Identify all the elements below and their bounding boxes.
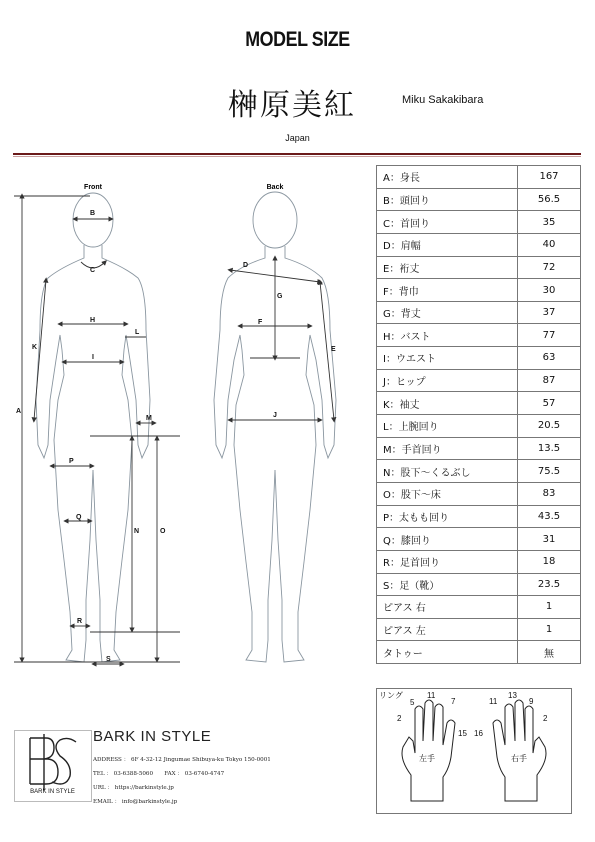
measurement-row (377, 505, 581, 528)
measurement-row (377, 211, 581, 234)
measurement-label: E：裄丈 (377, 256, 518, 279)
brand-address: ADDRESS ： 6F 4-32-12 Jingumae Shibuya-ku Tokyo 150-0001 (93, 757, 271, 763)
back-figure-label: Back (266, 184, 284, 191)
brand-tel-fax: TEL ： 03-6388-5060 FAX ： 03-6740-4747 (93, 771, 225, 777)
header-divider-shadow (13, 156, 581, 157)
measurement-row (377, 279, 581, 302)
measurement-row (377, 166, 581, 189)
ring-left-index: 7 (451, 697, 456, 706)
measure-letter-l: L (135, 329, 140, 336)
measure-letter-b: B (90, 210, 96, 217)
measurement-value: 167 (518, 166, 581, 189)
measurement-label: D：肩幅 (377, 233, 518, 256)
measurement-value: 30 (518, 279, 581, 302)
measurement-value: 56.5 (518, 188, 581, 211)
measurement-label: L：上腕回り (377, 415, 518, 438)
measurement-row (377, 641, 581, 664)
measurement-row (377, 596, 581, 619)
measurement-label: N：股下〜くるぶし (377, 460, 518, 483)
measurement-label: J：ヒップ (377, 369, 518, 392)
right-hand-label: 右手 (511, 754, 527, 763)
bark-in-style-logo (24, 734, 80, 794)
measure-letter-i: I (92, 354, 94, 361)
measurement-value: 1 (518, 596, 581, 619)
measurement-label: G：背丈 (377, 301, 518, 324)
measurement-row (377, 573, 581, 596)
model-name-japanese: 榊原美紅 (228, 88, 356, 123)
measurement-label: B：頭回り (377, 188, 518, 211)
measurement-value: 72 (518, 256, 581, 279)
measure-letter-a: A (16, 408, 22, 415)
measurement-label: Q：膝回り (377, 528, 518, 551)
measure-letter-j: J (273, 412, 277, 419)
left-hand-outline (402, 700, 455, 801)
front-figure-label: Front (84, 184, 102, 191)
measurement-value: 87 (518, 369, 581, 392)
measurement-row (377, 188, 581, 211)
front-measure-lines (14, 196, 180, 664)
measurement-row (377, 369, 581, 392)
measurement-row (377, 347, 581, 370)
left-hand-label: 左手 (419, 754, 435, 763)
measurement-value: 18 (518, 550, 581, 573)
ring-right-index: 11 (489, 697, 498, 706)
measurement-row (377, 437, 581, 460)
measurement-label: A：身長 (377, 166, 518, 189)
back-measure-lines (230, 258, 334, 420)
measurements-table (376, 165, 581, 664)
measurement-row (377, 415, 581, 438)
measure-letter-d: D (243, 262, 249, 269)
measurement-value: 1 (518, 618, 581, 641)
measurement-value: 63 (518, 347, 581, 370)
measurement-row (377, 301, 581, 324)
ring-size-panel (376, 688, 572, 814)
measurement-label: C：首回り (377, 211, 518, 234)
measurement-value: 13.5 (518, 437, 581, 460)
body-diagram (0, 170, 370, 670)
measurement-row (377, 460, 581, 483)
ring-left-ring: 5 (410, 698, 415, 707)
measurement-label: P：太もも回り (377, 505, 518, 528)
measure-letter-g: G (277, 293, 283, 300)
measurement-row (377, 528, 581, 551)
right-hand-outline (493, 700, 546, 801)
measurement-value: 20.5 (518, 415, 581, 438)
measurement-label: ピアス 左 (377, 618, 518, 641)
measurement-row (377, 482, 581, 505)
measurement-value: 37 (518, 301, 581, 324)
model-country: Japan (285, 133, 310, 143)
measure-letter-k: K (32, 344, 38, 351)
measurement-label: F：背巾 (377, 279, 518, 302)
measurement-row (377, 618, 581, 641)
measurement-value: 31 (518, 528, 581, 551)
measure-letter-m: M (146, 415, 152, 422)
ring-right-ring: 9 (529, 697, 534, 706)
measurement-label: S：足（靴） (377, 573, 518, 596)
measurement-label: K：袖丈 (377, 392, 518, 415)
hands-diagram (377, 689, 571, 813)
brand-url[interactable]: URL ： https://barkinstyle.jp (93, 785, 174, 791)
measurement-value: 43.5 (518, 505, 581, 528)
header-divider (13, 153, 581, 155)
measurement-value: 57 (518, 392, 581, 415)
measurement-value: 35 (518, 211, 581, 234)
measurement-row (377, 233, 581, 256)
brand-email[interactable]: EMAIL ： info@barkinstyle.jp (93, 799, 178, 805)
measure-letter-n: N (134, 528, 140, 535)
measurement-label: R：足首回り (377, 550, 518, 573)
measure-letter-s: S (106, 656, 111, 663)
measurement-label: M：手首回り (377, 437, 518, 460)
measure-letter-p: P (69, 458, 74, 465)
brand-name: BARK IN STYLE (93, 728, 212, 745)
measurement-value: 83 (518, 482, 581, 505)
measurement-label: O：股下〜床 (377, 482, 518, 505)
measure-letter-r: R (77, 618, 83, 625)
ring-right-pinky: 2 (543, 714, 548, 723)
front-body-outline (36, 193, 150, 662)
measure-letter-c: C (90, 267, 96, 274)
ring-left-middle: 11 (427, 691, 436, 700)
ring-left-thumb: 15 (458, 729, 467, 738)
measurement-value: 77 (518, 324, 581, 347)
measurement-value: 無 (518, 641, 581, 664)
model-name-english: Miku Sakakibara (402, 94, 484, 106)
ring-title: リング (379, 691, 403, 700)
measurement-label: I：ウエスト (377, 347, 518, 370)
ring-left-pinky: 2 (397, 714, 402, 723)
measure-letter-q: Q (76, 514, 82, 521)
measurement-row (377, 392, 581, 415)
measurement-value: 23.5 (518, 573, 581, 596)
ring-right-middle: 13 (508, 691, 517, 700)
measurement-label: タトゥー (377, 641, 518, 664)
measure-letter-h: H (90, 317, 96, 324)
logo-caption: BARK IN STYLE (30, 789, 75, 795)
measurement-value: 75.5 (518, 460, 581, 483)
measurement-row (377, 256, 581, 279)
page-title: MODEL SIZE (245, 28, 350, 51)
measurement-label: ピアス 右 (377, 596, 518, 619)
measurement-row (377, 550, 581, 573)
measurement-row (377, 324, 581, 347)
measurement-value: 40 (518, 233, 581, 256)
measure-letter-e: E (331, 346, 336, 353)
ring-right-thumb: 16 (474, 729, 483, 738)
measure-letter-f: F (258, 319, 263, 326)
measure-letter-o: O (160, 528, 166, 535)
measurement-label: H：バスト (377, 324, 518, 347)
